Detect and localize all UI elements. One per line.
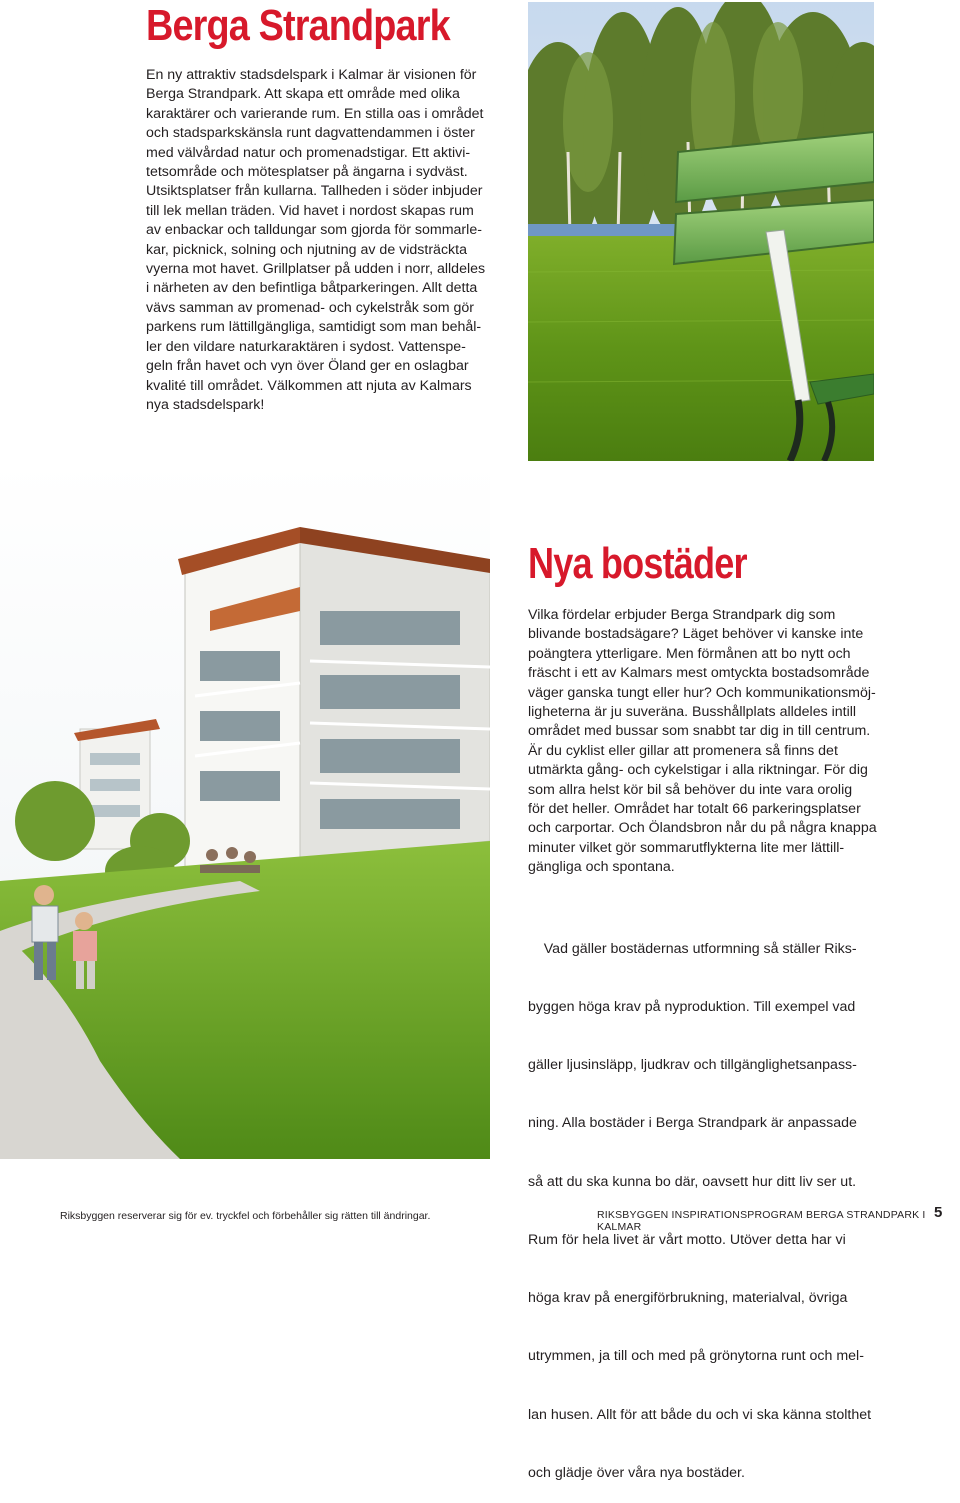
section-title-nya-bostader: Nya bostäder — [528, 539, 747, 588]
intro-paragraph — [146, 66, 496, 415]
text-line: så att du ska kunna bo där, oavsett hur ditt liv ser ut. — [528, 1173, 857, 1190]
text-line: Vad gäller bostädernas utformning så ställer Riks- — [528, 940, 857, 957]
text-line: parkens rum lättillgängliga, samtidigt som man behål- — [146, 319, 482, 336]
text-line: kar, picknick, solning och njutning av de vidsträckta — [146, 241, 467, 258]
footer-running-title: RIKSBYGGEN INSPIRATIONSPROGRAM BERGA STRANDPARK I KALMAR — [597, 1209, 926, 1233]
text-line: Berga Strandpark. Att skapa ett område med olika — [146, 86, 460, 103]
text-line: till lek mellan träden. Vid havet i nordost skapas rum — [146, 202, 474, 219]
text-line: ligheterna är ju suveräna. Busshållplats alldeles intill — [528, 704, 857, 721]
paragraph-benefits — [528, 606, 878, 878]
text-line: gäller ljusinsläpp, ljudkrav och tillgänglighetsanpass- — [528, 1057, 857, 1074]
park-bench-photo — [528, 2, 874, 461]
footer-disclaimer: Riksbyggen reserverar sig för ev. tryckfel och förbehåller sig rätten till ändringar. — [60, 1210, 431, 1222]
text-line: vyerna mot havet. Grillplatser på udden i norr, alldeles — [146, 261, 486, 278]
section-title-berga-strandpark: Berga Strandpark — [146, 1, 450, 50]
text-line: väger ganska tungt eller hur? Och kommunikationsmöj- — [528, 684, 876, 701]
text-line: i närheten av den befintliga båtparkeringen. Allt detta — [146, 280, 478, 297]
text-line: blivande bostadsägare? Läget behöver vi kanske inte — [528, 626, 864, 643]
text-line: gängliga och spontana. — [528, 859, 675, 876]
text-line: ning. Alla bostäder i Berga Strandpark är anpassade — [528, 1115, 857, 1132]
text-line: kvalité till området. Välkommen att njuta av Kalmars — [146, 377, 472, 394]
text-line: utmärkta gång- och cykelstigar i alla riktningar. För dig — [528, 762, 868, 779]
text-line: Är du cyklist eller gillar att promenera så finns det — [528, 742, 838, 759]
text-line: fräscht i ett av Kalmars mest omtyckta bostadsområde — [528, 665, 870, 682]
text-line: poängtera ytterligare. Men förmånen att bo nytt och — [528, 645, 851, 662]
text-line: En ny attraktiv stadsdelspark i Kalmar är visionen för — [146, 67, 477, 83]
text-line: höga krav på energiförbrukning, materialval, övriga — [528, 1290, 848, 1307]
text-line: för det heller. Området har totalt 66 parkeringsplatser — [528, 801, 861, 818]
text-line: och carportar. Och Ölandsbron når du på några knappa — [528, 820, 877, 837]
text-line: tetsområde och mötesplatser på ängarna i sydväst. — [146, 164, 468, 181]
text-line: av enbackar och talldungar som gjorda för sommarle- — [146, 222, 482, 239]
text-line: Rum för hela livet är vårt motto. Utöver detta har vi — [528, 1231, 846, 1248]
text-line: som allra helst kör bil så behöver du inte vara orolig — [528, 781, 853, 798]
text-line: lan husen. Allt för att både du och vi ska känna stolthet — [528, 1406, 872, 1423]
text-line: nya stadsdelspark! — [146, 396, 265, 413]
page-number: 5 — [934, 1204, 943, 1221]
text-line: karaktärer och varierande rum. En stilla oas i området — [146, 105, 484, 122]
text-line: Vilka fördelar erbjuder Berga Strandpark dig som — [528, 607, 836, 623]
text-line: geln från havet och vyn över Öland ger en oslagbar — [146, 358, 469, 375]
text-line: minuter vilket gör sommarutflykterna lite mer lättill- — [528, 839, 845, 856]
text-line: och stadsparkskänsla runt dagvattendammen i öster — [146, 125, 475, 142]
text-line: vävs samman av promenad- och cykelstråk som gör — [146, 299, 475, 316]
text-line: och glädje över våra nya bostäder. — [528, 1464, 745, 1481]
text-line: Utsiktsplatser från kullarna. Tallheden i söder inbjuder — [146, 183, 483, 200]
paragraph-design — [528, 901, 878, 1503]
text-line: byggen höga krav på nyproduktion. Till exempel vad — [528, 999, 856, 1016]
text-line: ler den vildare naturkaraktären i sydost. Vattenspe- — [146, 338, 466, 355]
text-line: utrymmen, ja till och med på grönytorna runt och mel- — [528, 1348, 864, 1365]
text-line: med välvårdad natur och promenadstigar. Ett aktivi- — [146, 144, 471, 161]
apartment-buildings-illustration — [0, 461, 490, 1159]
text-line: området med bussar som snabbt tar dig in till centrum. — [528, 723, 871, 740]
